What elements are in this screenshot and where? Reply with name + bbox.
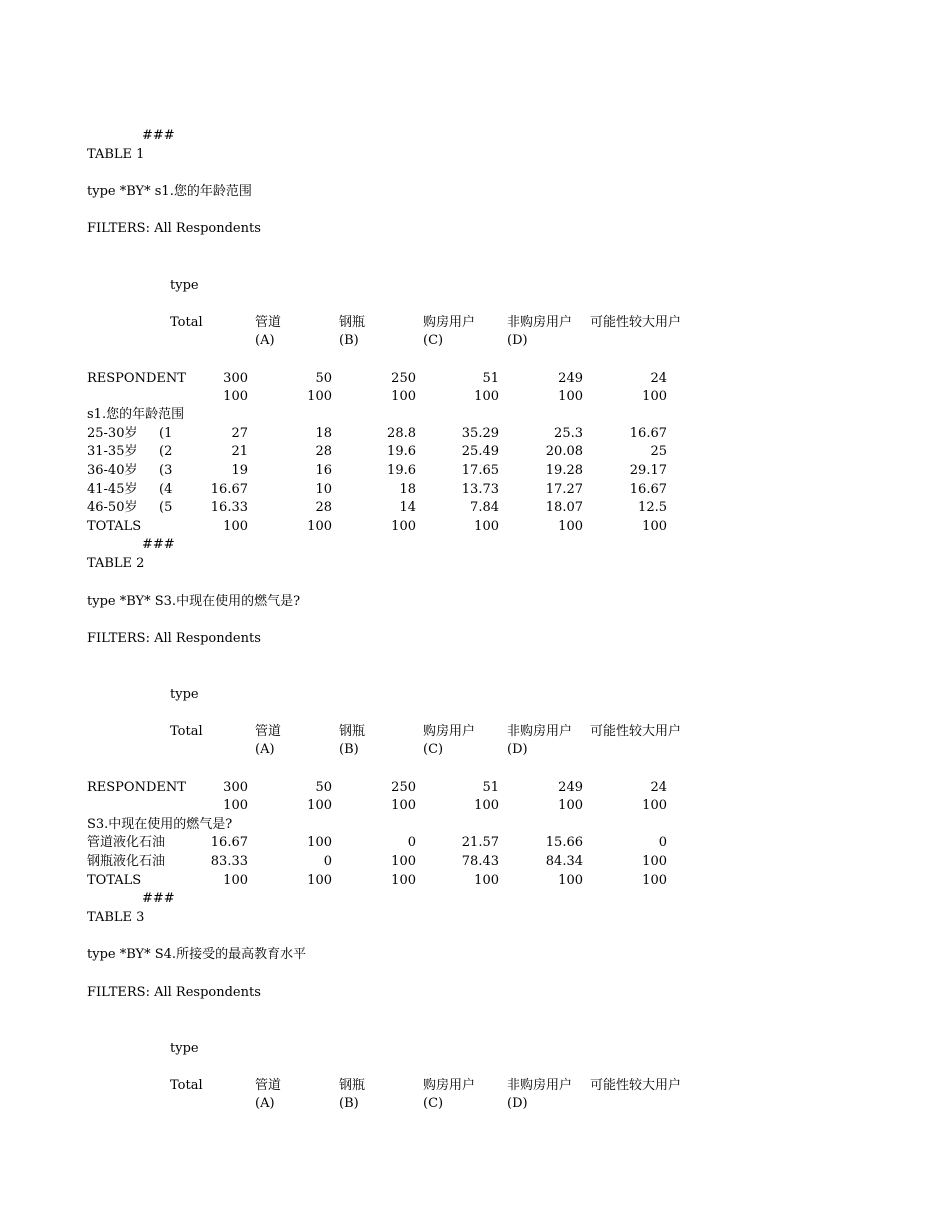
cell: 83.33 <box>210 854 248 869</box>
cell: 100 <box>642 873 667 888</box>
cell: 300 <box>223 780 248 795</box>
cell: 28 <box>315 444 332 459</box>
cell: 16.67 <box>629 482 667 497</box>
cell: 100 <box>223 519 248 534</box>
header-code: (D) <box>507 742 528 757</box>
cell: 25 <box>650 444 667 459</box>
cell: 78.43 <box>461 854 499 869</box>
cell: 19.6 <box>387 463 416 478</box>
cell: 100 <box>307 519 332 534</box>
cell: 10 <box>315 482 332 497</box>
row-label: 31-35岁 <box>87 444 138 459</box>
row-code: (4 <box>159 482 173 497</box>
row-label: 41-45岁 <box>87 482 138 497</box>
header-total: Total <box>170 1078 203 1093</box>
cell: 100 <box>391 519 416 534</box>
table-marker: ### <box>142 128 175 143</box>
cell: 28 <box>315 500 332 515</box>
header-code: (B) <box>339 333 359 348</box>
cell: 100 <box>307 873 332 888</box>
table-banner: type *BY* s1.您的年龄范围 <box>87 184 252 199</box>
header-col: 钢瓶 <box>339 1078 366 1093</box>
row-label: 管道液化石油 <box>87 835 166 850</box>
cell: 18 <box>315 426 332 441</box>
table-marker: ### <box>142 537 175 552</box>
cell: 100 <box>391 389 416 404</box>
cell: 100 <box>474 873 499 888</box>
header-total: Total <box>170 724 203 739</box>
header-code: (B) <box>339 742 359 757</box>
header-total: Total <box>170 315 203 330</box>
cell: 0 <box>323 854 332 869</box>
cell: 100 <box>223 798 248 813</box>
cell: 100 <box>642 798 667 813</box>
cell: 249 <box>558 780 583 795</box>
cell: 100 <box>307 835 332 850</box>
cell: 100 <box>474 519 499 534</box>
cell: 100 <box>391 873 416 888</box>
cell: 19.28 <box>545 463 583 478</box>
cell: 18.07 <box>545 500 583 515</box>
cell: 100 <box>474 389 499 404</box>
cell: 250 <box>391 371 416 386</box>
cell: 16.67 <box>210 482 248 497</box>
header-col: 购房用户 <box>423 1078 476 1093</box>
cell: 100 <box>307 389 332 404</box>
header-col: 可能性较大用户 <box>590 1078 682 1093</box>
header-col: 钢瓶 <box>339 315 366 330</box>
table-title: TABLE 1 <box>87 147 145 162</box>
cell: 249 <box>558 371 583 386</box>
row-code: (1 <box>159 426 173 441</box>
header-code: (C) <box>423 742 444 757</box>
cell: 51 <box>482 371 499 386</box>
cell: 15.66 <box>545 835 583 850</box>
cell: 14 <box>399 500 416 515</box>
cell: 27 <box>231 426 248 441</box>
cell: 21.57 <box>461 835 499 850</box>
header-col: 购房用户 <box>423 724 476 739</box>
cell: 100 <box>474 798 499 813</box>
header-col: 可能性较大用户 <box>590 315 682 330</box>
cell: 51 <box>482 780 499 795</box>
row-code: (5 <box>159 500 173 515</box>
cell: 100 <box>642 389 667 404</box>
cell: 19.6 <box>387 444 416 459</box>
cell: 16.67 <box>629 426 667 441</box>
cell: 100 <box>642 854 667 869</box>
totals-label: TOTALS <box>87 873 142 888</box>
cell: 12.5 <box>638 500 667 515</box>
cell: 84.34 <box>545 854 583 869</box>
header-col: 非购房用户 <box>507 315 573 330</box>
table-title: TABLE 3 <box>87 910 145 925</box>
table-filters: FILTERS: All Respondents <box>87 631 261 646</box>
header-col: 管道 <box>255 724 282 739</box>
cell: 18 <box>399 482 416 497</box>
row-label: 46-50岁 <box>87 500 138 515</box>
question-label: s1.您的年龄范围 <box>87 407 185 422</box>
cell: 100 <box>307 798 332 813</box>
cell: 0 <box>407 835 416 850</box>
table-filters: FILTERS: All Respondents <box>87 985 261 1000</box>
cell: 16 <box>315 463 332 478</box>
cell: 300 <box>223 371 248 386</box>
cell: 13.73 <box>461 482 499 497</box>
question-label: S3.中现在使用的燃气是? <box>87 817 233 832</box>
cell: 250 <box>391 780 416 795</box>
row-label: 25-30岁 <box>87 426 138 441</box>
cell: 29.17 <box>629 463 667 478</box>
cell: 0 <box>658 835 667 850</box>
cell: 100 <box>558 798 583 813</box>
header-col: 管道 <box>255 315 282 330</box>
header-code: (D) <box>507 1096 528 1111</box>
cell: 35.29 <box>461 426 499 441</box>
table-marker: ### <box>142 891 175 906</box>
cell: 21 <box>231 444 248 459</box>
row-code: (3 <box>159 463 173 478</box>
cell: 24 <box>650 371 667 386</box>
cell: 25.49 <box>461 444 499 459</box>
cell: 24 <box>650 780 667 795</box>
cell: 100 <box>558 389 583 404</box>
cell: 50 <box>315 780 332 795</box>
cell: 100 <box>391 798 416 813</box>
cell: 28.8 <box>387 426 416 441</box>
cell: 100 <box>558 873 583 888</box>
cell: 100 <box>558 519 583 534</box>
row-label: 36-40岁 <box>87 463 138 478</box>
totals-label: TOTALS <box>87 519 142 534</box>
header-col: 可能性较大用户 <box>590 724 682 739</box>
header-col: 非购房用户 <box>507 1078 573 1093</box>
table-title: TABLE 2 <box>87 556 145 571</box>
header-code: (B) <box>339 1096 359 1111</box>
cell: 16.33 <box>210 500 248 515</box>
header-code: (D) <box>507 333 528 348</box>
table-banner: type *BY* S3.中现在使用的燃气是? <box>87 594 301 609</box>
header-code: (A) <box>255 1096 275 1111</box>
header-col: 管道 <box>255 1078 282 1093</box>
table-filters: FILTERS: All Respondents <box>87 221 261 236</box>
cell: 17.65 <box>461 463 499 478</box>
header-code: (A) <box>255 333 275 348</box>
cell: 50 <box>315 371 332 386</box>
header-code: (C) <box>423 333 444 348</box>
cell: 16.67 <box>210 835 248 850</box>
type-label: type <box>170 1041 199 1056</box>
cell: 100 <box>223 389 248 404</box>
row-code: (2 <box>159 444 173 459</box>
header-col: 购房用户 <box>423 315 476 330</box>
row-label: 钢瓶液化石油 <box>87 854 166 869</box>
type-label: type <box>170 278 199 293</box>
cell: 100 <box>642 519 667 534</box>
cell: 20.08 <box>545 444 583 459</box>
type-label: type <box>170 687 199 702</box>
cell: 17.27 <box>545 482 583 497</box>
cell: 100 <box>223 873 248 888</box>
cell: 100 <box>391 854 416 869</box>
respondent-label: RESPONDENT <box>87 780 186 795</box>
header-code: (C) <box>423 1096 444 1111</box>
cell: 7.84 <box>470 500 499 515</box>
respondent-label: RESPONDENT <box>87 371 186 386</box>
cell: 19 <box>231 463 248 478</box>
header-code: (A) <box>255 742 275 757</box>
table-banner: type *BY* S4.所接受的最高教育水平 <box>87 947 307 962</box>
header-col: 非购房用户 <box>507 724 573 739</box>
cell: 25.3 <box>554 426 583 441</box>
header-col: 钢瓶 <box>339 724 366 739</box>
